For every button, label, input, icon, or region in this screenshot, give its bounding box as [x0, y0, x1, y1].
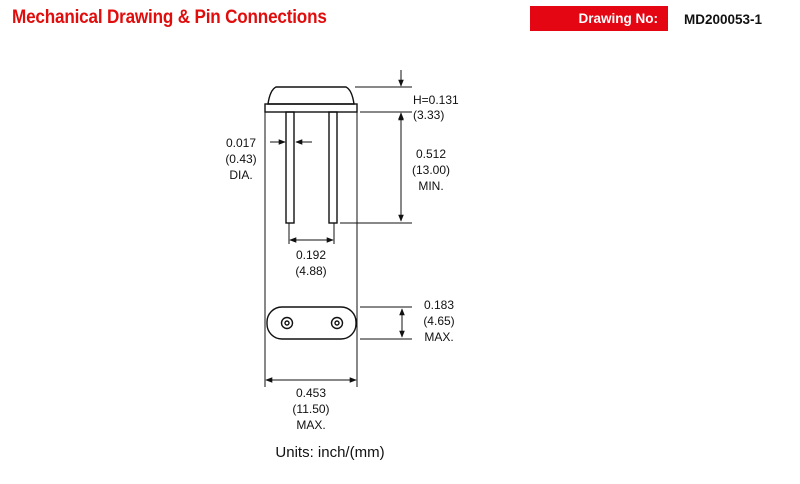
- height-label-mm: (3.33): [413, 108, 445, 122]
- crystal-body-side-view: [265, 87, 357, 223]
- depth-suffix: MAX.: [424, 330, 454, 344]
- pin-hole-left-outer: [282, 318, 293, 329]
- pin-spacing-label: 0.192: [295, 248, 327, 262]
- lead-length-label: 0.512: [415, 147, 447, 161]
- crystal-bottom-view: [267, 307, 356, 339]
- page-title: Mechanical Drawing & Pin Connections: [12, 7, 327, 28]
- lead-length-label-mm: (13.00): [411, 163, 451, 177]
- drawing-number-value: MD200053-1: [684, 12, 763, 27]
- units-note: Units: inch/(mm): [275, 444, 385, 461]
- pin-spacing-label-mm: (4.88): [295, 264, 327, 278]
- extension-lines: [265, 87, 412, 387]
- crystal-can-outline: [268, 87, 354, 104]
- width-suffix: MAX.: [296, 418, 326, 432]
- drawing-number-label: Drawing No:: [530, 6, 668, 31]
- width-label-mm: (11.50): [292, 402, 330, 416]
- pin-diameter-suffix: DIA.: [229, 168, 253, 182]
- crystal-base-flange: [265, 104, 357, 112]
- pin-hole-left-inner: [285, 321, 289, 325]
- width-label: 0.453: [295, 386, 327, 400]
- pin-diameter-label: 0.017: [225, 136, 257, 150]
- depth-label: 0.183: [423, 298, 455, 312]
- pin-diameter-label-mm: (0.43): [225, 152, 257, 166]
- pin-hole-right-outer: [332, 318, 343, 329]
- height-label: H=0.131: [413, 93, 459, 107]
- lead-right: [329, 112, 337, 223]
- pin-hole-right-inner: [335, 321, 339, 325]
- lead-length-suffix: MIN.: [418, 179, 444, 193]
- depth-label-mm: (4.65): [423, 314, 455, 328]
- lead-left: [286, 112, 294, 223]
